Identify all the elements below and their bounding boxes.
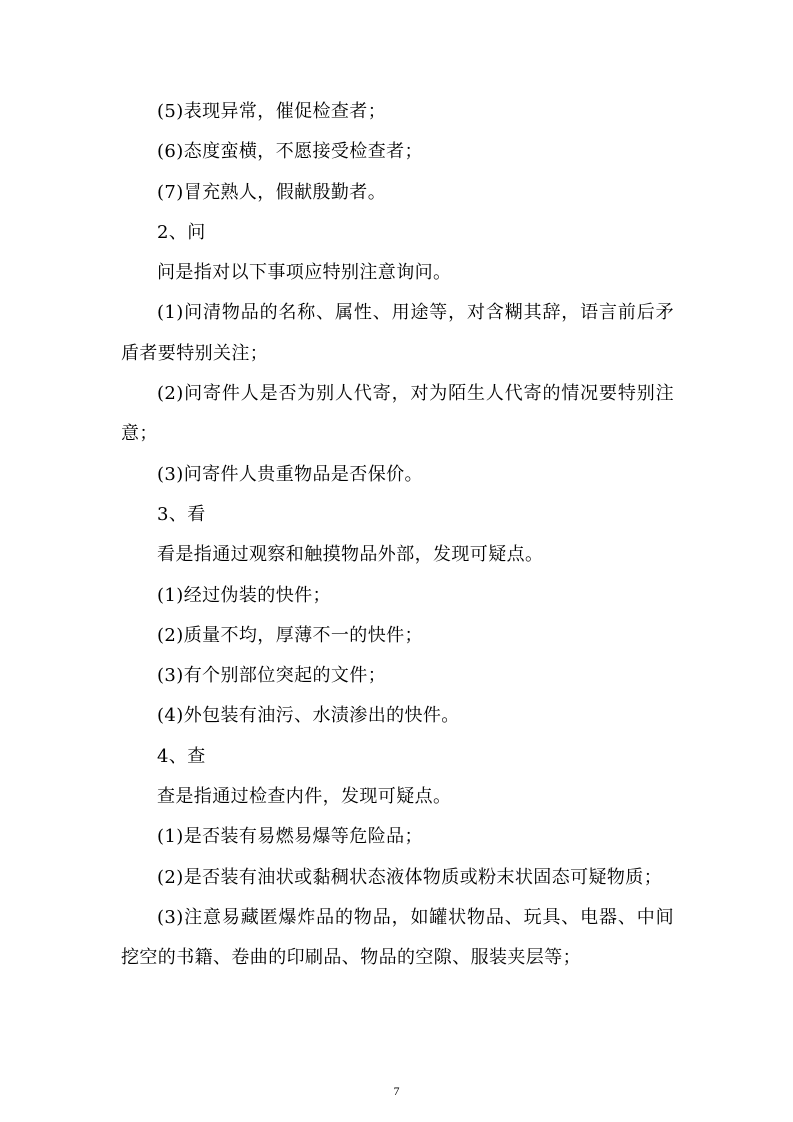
paragraph-ask-2: (2)问寄件人是否为别人代寄，对为陌生人代寄的情况要特别注意； xyxy=(121,383,674,445)
section-heading-check: 4、查 xyxy=(157,745,206,767)
paragraph-item-7: (7)冒充熟人，假献殷勤者。 xyxy=(157,181,387,203)
section-heading-look: 3、看 xyxy=(157,503,206,525)
section-heading-ask: 2、问 xyxy=(157,221,206,243)
paragraph-look-4: (4)外包装有油污、水渍渗出的快件。 xyxy=(157,705,460,727)
page-number: 7 xyxy=(393,1084,400,1098)
paragraph-look-2: (2)质量不均，厚薄不一的快件； xyxy=(157,624,423,646)
document-body xyxy=(121,92,674,979)
paragraph-ask-3: (3)问寄件人贵重物品是否保价。 xyxy=(157,463,423,485)
paragraph-look-3: (3)有个别部位突起的文件； xyxy=(157,665,387,687)
paragraph-item-6: (6)态度蛮横，不愿接受检查者； xyxy=(157,141,423,163)
paragraph-item-5: (5)表现异常，催促检查者； xyxy=(157,101,387,122)
paragraph-check-2: (2)是否装有油状或黏稠状态液体物质或粉末状固态可疑物质； xyxy=(157,866,663,888)
paragraph-check-1: (1)是否装有易燃易爆等危险品； xyxy=(157,826,423,848)
paragraph-ask-intro: 问是指对以下事项应特别注意询问。 xyxy=(157,262,452,284)
paragraph-look-1: (1)经过伪装的快件； xyxy=(157,584,331,606)
paragraph-check-3: (3)注意易藏匿爆炸品的物品，如罐状物品、玩具、电器、中间挖空的书籍、卷曲的印刷品、物品的空隙、服装夹层等； xyxy=(121,906,674,969)
paragraph-ask-1: (1)问清物品的名称、属性、用途等，对含糊其辞，语言前后矛盾者要特别关注； xyxy=(121,302,674,364)
paragraph-check-intro: 查是指通过检查内件，发现可疑点。 xyxy=(157,786,452,808)
paragraph-look-intro: 看是指通过观察和触摸物品外部，发现可疑点。 xyxy=(157,544,544,566)
